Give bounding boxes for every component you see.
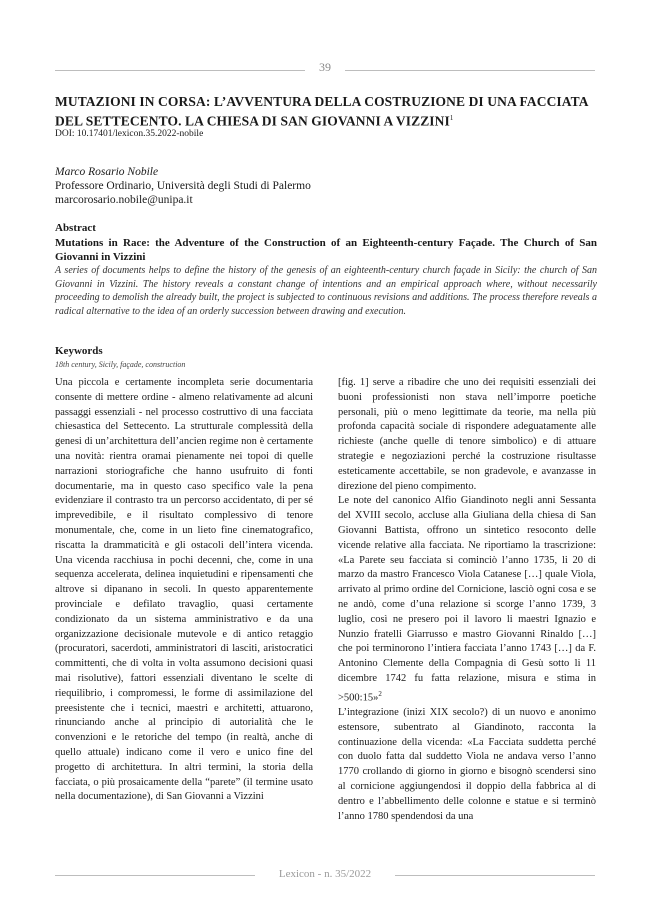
body-paragraph: [fig. 1] serve a ribadire che uno dei requisiti essenziali dei buoni professionisti non stava nell’imporre poetiche personali, più o meno legittimate da teorie, ma nella più profonda capacità sociale di rispondere adeguatamente alle richieste (anche quelle di tenore simbolico) e di attuare strategie e negoziazioni perché la costruzione risultasse esteticamente accettabile, se non gradevole, e avanzasse in direzione del pieno compimento. bbox=[338, 377, 596, 492]
footer-rule-right bbox=[395, 875, 595, 876]
doi[interactable]: DOI: 10.17401/lexicon.35.2022-nobile bbox=[55, 129, 204, 139]
abstract-heading: Abstract bbox=[55, 222, 96, 234]
author-affiliation: Professore Ordinario, Università degli Studi di Palermo bbox=[55, 180, 311, 192]
abstract-title: Mutations in Race: the Adventure of the Construction of an Eighteenth-century Façade. The Church of San Giovanni in Vizzini bbox=[55, 237, 597, 263]
header-rule-right bbox=[345, 70, 595, 71]
body-paragraph: L’integrazione (inizi XIX secolo?) di un nuovo e anonimo estensore, subentrato al Giandinoto, racconta la continuazione della vicenda: «La Facciata suddetta perché con duolo fatta dal suddetto Viola ne andava verso l’anno 1770 crollando di giorno in giorno e bisognò scendersi sino al cornicione aggiungendosi il doppio della fabbrica al di dentro e l’abbellimento delle colonne e statue e si terminò l’anno 1780 spendendosi da una bbox=[338, 707, 596, 822]
body-left-column bbox=[55, 376, 313, 805]
footnote-marker[interactable]: 2 bbox=[378, 689, 382, 698]
body-paragraph bbox=[338, 494, 596, 706]
abstract-text: A series of documents helps to define the history of the genesis of an eighteenth-century church façade in Sicily: the church of San Giovanni in Vizzini. The history reveals a constant change of intentions and an empirical approach where, without necessarily proceeding to demolish the already built, the project is subjected to continuous revisions and additions. The process therefore reveals a radical alternative to the idea of an orderly succession between drawing and execution. bbox=[55, 265, 597, 317]
body-right-column bbox=[338, 376, 596, 824]
keywords-text: 18th century, Sicily, façade, construction bbox=[55, 360, 186, 369]
header-rule-left bbox=[55, 70, 305, 71]
body-paragraph: Una piccola e certamente incompleta serie documentaria consente di mettere ordine - almeno relativamente ad alcuni passaggi essenziali - nel processo costruttivo di una facciata chiesastica del Settecento. La strutturale complessità della genesi di un’architettura dell’ancien regime non è certamente una novità: rientra oramai pienamente nei topoi di quelle narrazioni storiografiche che hanno usufruito di fonti documentarie, ma in questo caso specifico vale la pena evidenziare il contrasto tra un percorso accidentato, di per sé imprevedibile, e il risultato complessivo di tenore monumentale, che, come in un lieto fine cinematografico, riscatta la drammaticità e gli ostacoli dell’intera vicenda. Una vicenda racchiusa in pochi decenni, che, come in una sequenza accelerata, delinea inquietudini e ripensamenti che altrove si dipanano in secoli. In questo apparentemente provinciale e defilato travaglio, quasi certamente condizionato da un sistema amministrativo e da una organizzazione decisionale mutevole e di antico retaggio (procuratori, sacerdoti, amministratori di lasciti, aristocratici committenti, che di volta in volta assumono decisioni quasi mai risolutive), fattori essenziali diventano le scelte di riequilibrio, i compromessi, le forme di assimilazione del preesistente che i tecnici, maestri e architetti, attuarono, rinunciando anche al principio di autorialità che le convenzioni e le retoriche del tempo (in realtà, anche di quello attuale) indicano come il vero e unico fine del progetto di architettura. In altri termini, la storia della facciata, o più prosaicamente della “parete” (il termine usato nella documentazione), di San Giovanni a Vizzini bbox=[55, 377, 313, 803]
title-footnote-marker[interactable]: 1 bbox=[449, 114, 454, 122]
keywords-heading: Keywords bbox=[55, 345, 103, 357]
author-name: Marco Rosario Nobile bbox=[55, 166, 159, 178]
article-title bbox=[55, 93, 600, 130]
page-number: 39 bbox=[319, 60, 331, 74]
footer-journal: Lexicon - n. 35/2022 bbox=[278, 868, 372, 880]
body-paragraph-text: Le note del canonico Alfio Giandinoto negli anni Sessanta del XVIII secolo, accluse alla Giuliana della chiesa di San Giovanni Battista, offrono un sintetico resoconto delle vicende relative alla facciata. Ne riportiamo la trascrizione: «La Parete seu facciata si cominciò l’anno 1735, li 20 di marzo da mastro Francesco Viola Catanese […] quale Viola, arrivato al primo ordine del Cornicione, lasciò ogni cosa e se ne andò, come d’una relazione si scorge l’anno 1739, 3 luglio, così ne presero poi il lavoro li maestri Ignazio e Nunzio fratelli Giarrusso e mastro Giovanni Rinaldo […] che poi terminorono l’intiera facciata l’anno 1743 […] da F. Antonino Clemente della Compagnia di Gesù sotto li 11 dicembre 1742 fu fatta relazione, misura e stima in >500:15» bbox=[338, 495, 596, 704]
article-title-text: MUTAZIONI IN CORSA: L’AVVENTURA DELLA COSTRUZIONE DI UNA FACCIATA DEL SETTECENTO. LA CHIESA DI SAN GIOVANNI A VIZZINI bbox=[55, 94, 588, 129]
author-email[interactable]: marcorosario.nobile@unipa.it bbox=[55, 194, 193, 206]
